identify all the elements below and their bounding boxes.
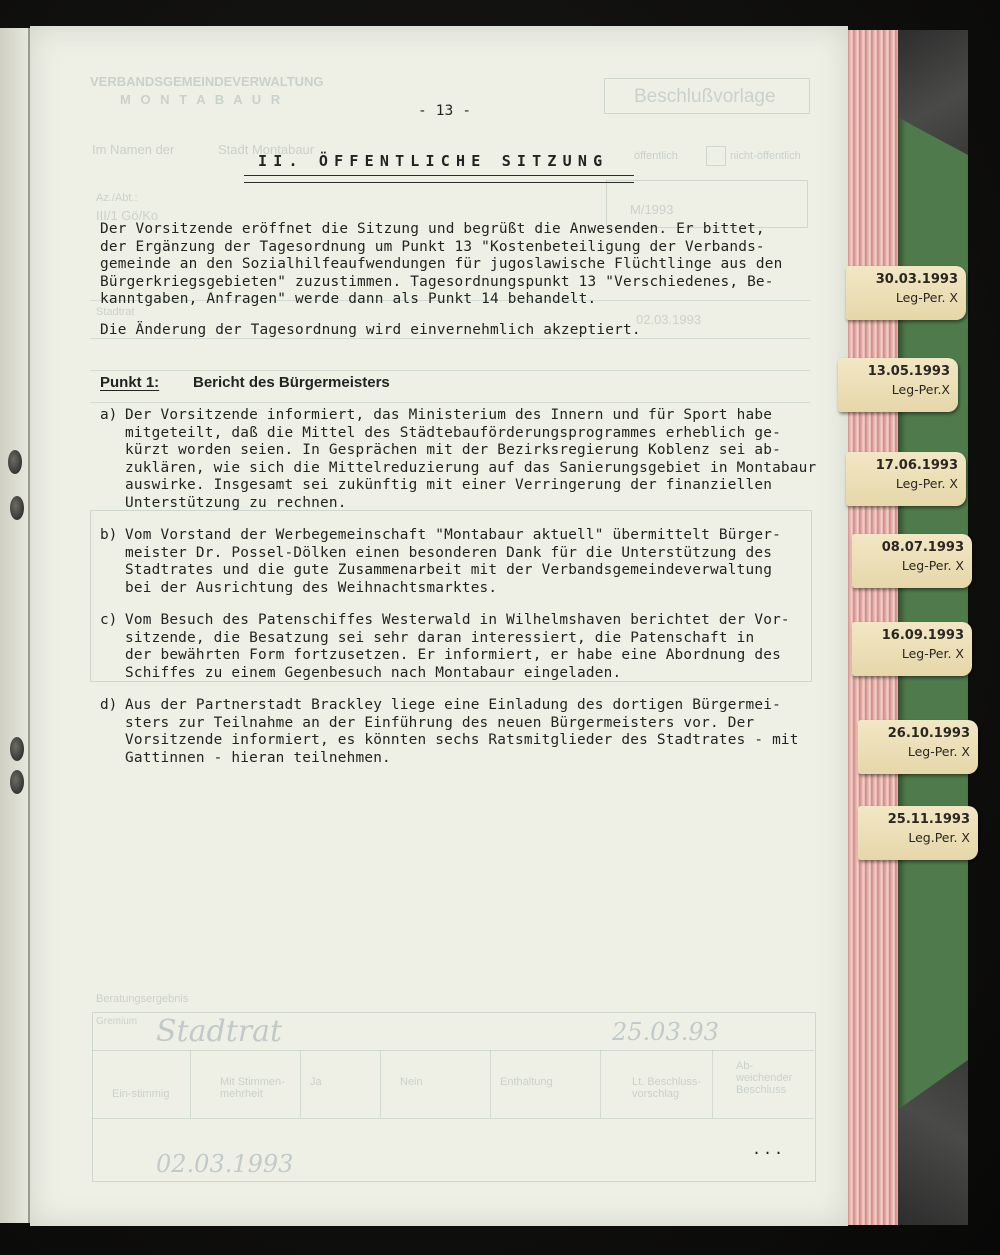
intro-line: gemeinde an den Sozialhilfeaufwendungen für jugoslawische Flüchtlinge aus den bbox=[100, 256, 783, 272]
showthrough-ja: Ja bbox=[310, 1076, 322, 1088]
tab-leg-per: Leg-Per. X bbox=[907, 744, 970, 759]
showthrough-col bbox=[190, 1050, 191, 1118]
intro-line: Bürgerkriegsgebieten" zuzustimmen. Tagesordnungspunkt 13 "Verschiedenes, Be- bbox=[100, 273, 774, 290]
item-c-line: sitzende, die Besatzung sei sehr daran interessiert, die Patenschaft in bbox=[125, 629, 755, 646]
item-d-line: Vorsitzende informiert, es könnten sechs Ratsmitglieder des Stadtrates - mit bbox=[125, 732, 799, 748]
tab-date: 26.10.1993 bbox=[887, 726, 970, 741]
agenda-item-title: Bericht des Bürgermeisters bbox=[193, 374, 390, 391]
showthrough-oeffentlich: öffentlich bbox=[634, 150, 678, 162]
index-tab-4[interactable] bbox=[852, 534, 972, 588]
item-a-line: kürzt worden seien. In Gesprächen mit der Bezirksregierung Koblenz sei ab- bbox=[125, 442, 781, 458]
item-c-line: Vom Besuch des Patenschiffes Westerwald in Wilhelmshaven berichtet der Vor- bbox=[125, 612, 790, 628]
item-letter-c: c) bbox=[100, 612, 118, 628]
intro-line: Der Vorsitzende eröffnet die Sitzung und begrüßt die Anwesenden. Er bittet, bbox=[100, 221, 765, 237]
intro-line: der Ergänzung der Tagesordnung um Punkt 13 "Kostenbeteiligung der Verbands- bbox=[100, 238, 765, 255]
agreement-line: Die Änderung der Tagesordnung wird einvernehmlich akzeptiert. bbox=[100, 322, 641, 338]
tab-date: 08.07.1993 bbox=[881, 540, 964, 555]
showthrough-lt-beschluss: Lt. Beschluss-vorschlag bbox=[632, 1076, 702, 1100]
tab-leg-per: Leg.Per. X bbox=[908, 830, 970, 845]
showthrough-col bbox=[380, 1050, 381, 1118]
showthrough-line-2: Stadt Montabaur bbox=[218, 142, 315, 157]
showthrough-handwriting-3: 02.03.1993 bbox=[156, 1150, 294, 1178]
index-tab-7[interactable] bbox=[858, 806, 978, 860]
binder-hole-icon bbox=[8, 450, 22, 474]
tab-leg-per: Leg-Per. X bbox=[895, 290, 958, 305]
showthrough-header-city: M O N T A B A U R bbox=[120, 92, 284, 107]
binder-hole-icon bbox=[10, 737, 24, 761]
item-d-line: Aus der Partnerstadt Brackley liege eine Einladung des dortigen Bürgermei- bbox=[125, 697, 781, 713]
showthrough-rule bbox=[92, 1050, 814, 1051]
item-letter-a: a) bbox=[100, 407, 118, 423]
showthrough-az: Az./Abt.: bbox=[96, 192, 138, 204]
left-page-edge bbox=[0, 28, 30, 1223]
showthrough-header: VERBANDSGEMEINDEVERWALTUNG bbox=[90, 74, 324, 89]
item-a-line: mitgeteilt, daß die Mittel des Städtebauförderungsprogrammes erheblich ge- bbox=[125, 424, 781, 441]
binder-hole-icon bbox=[10, 770, 24, 794]
item-letter-d: d) bbox=[100, 697, 118, 713]
showthrough-date: 02.03.1993 bbox=[636, 312, 702, 327]
agenda-item-label: Punkt 1: bbox=[100, 374, 160, 391]
item-d-line: sters zur Teilnahme an der Einführung des neuen Bürgermeisters vor. Der bbox=[125, 714, 755, 731]
showthrough-rule bbox=[90, 370, 810, 371]
item-b-line: meister Dr. Possel-Dölken einen besonderen Dank für die Unterstützung des bbox=[125, 544, 773, 561]
section-heading: II. ÖFFENTLICHE SITZUNG bbox=[258, 152, 609, 170]
index-tab-1[interactable] bbox=[846, 266, 966, 320]
item-a-line: Der Vorsitzende informiert, das Ministerium des Innern und für Sport habe bbox=[125, 407, 773, 423]
showthrough-col bbox=[600, 1050, 601, 1118]
showthrough-col bbox=[712, 1050, 713, 1118]
showthrough-vorlage-value: M/1993 bbox=[630, 202, 674, 217]
item-a-line: auswirke. Insgesamt sei zukünftig mit einer Verringerung der finanziellen bbox=[125, 477, 773, 493]
index-tab-6[interactable] bbox=[858, 720, 978, 774]
item-letter-b: b) bbox=[100, 527, 118, 543]
showthrough-rule bbox=[90, 402, 810, 403]
showthrough-rule bbox=[92, 1118, 814, 1119]
item-b-line: Vom Vorstand der Werbegemeinschaft "Montabaur aktuell" übermittelt Bürger- bbox=[125, 527, 781, 543]
index-tab-5[interactable] bbox=[852, 622, 972, 676]
showthrough-col bbox=[300, 1050, 301, 1118]
page-number: - 13 - bbox=[418, 103, 472, 119]
showthrough-nein: Nein bbox=[400, 1076, 423, 1088]
item-b-line: Stadtrates und die gute Zusammenarbeit mit der Verbandsgemeindeverwaltung bbox=[125, 562, 773, 578]
showthrough-az-value: III/1 Gö/Ko bbox=[96, 208, 159, 223]
tab-leg-per: Leg-Per.X bbox=[891, 382, 950, 397]
index-tab-2[interactable] bbox=[838, 358, 958, 412]
heading-double-rule bbox=[244, 175, 634, 183]
showthrough-handwriting-2: 25.03.93 bbox=[612, 1018, 719, 1046]
item-a-line: Unterstützung zu rechnen. bbox=[125, 494, 347, 511]
index-tab-3[interactable] bbox=[846, 452, 966, 506]
showthrough-form-title: Beschlußvorlage bbox=[634, 86, 776, 107]
item-d-line: Gattinnen - hieran teilnehmen. bbox=[125, 749, 391, 766]
showthrough-nicht-oeffentlich: nicht-öffentlich bbox=[730, 150, 801, 162]
continuation-mark: ... bbox=[752, 1140, 786, 1158]
tab-date: 13.05.1993 bbox=[867, 364, 950, 379]
tab-date: 30.03.1993 bbox=[875, 272, 958, 287]
item-b-line: bei der Ausrichtung des Weihnachtsmarktes. bbox=[125, 579, 498, 596]
showthrough-gremium: Gremium bbox=[96, 1016, 138, 1027]
tab-leg-per: Leg-Per. X bbox=[901, 646, 964, 661]
item-c-line: Schiffes zu einem Gegenbesuch nach Montabaur eingeladen. bbox=[125, 664, 622, 681]
showthrough-col bbox=[490, 1050, 491, 1118]
showthrough-checkbox bbox=[706, 146, 726, 166]
tab-leg-per: Leg-Per. X bbox=[901, 558, 964, 573]
showthrough-abweichend: Ab-weichender Beschluss bbox=[736, 1060, 793, 1096]
tab-date: 17.06.1993 bbox=[875, 458, 958, 473]
showthrough-stadtrat: Stadtrat bbox=[96, 306, 135, 318]
tab-date: 25.11.1993 bbox=[887, 812, 970, 827]
showthrough-handwriting-1: Stadtrat bbox=[156, 1014, 283, 1049]
tab-date: 16.09.1993 bbox=[881, 628, 964, 643]
item-c-line: der bewährten Form fortzusetzen. Er informiert, er habe eine Abordnung des bbox=[125, 647, 781, 663]
showthrough-beratung: Beratungsergebnis bbox=[96, 993, 189, 1005]
showthrough-einstimmig: Ein-stimmig bbox=[112, 1088, 170, 1100]
showthrough-line-1: Im Namen der bbox=[92, 142, 175, 157]
item-a-line: zuklären, wie sich die Mittelreduzierung auf das Sanierungsgebiet in Montabaur bbox=[125, 459, 817, 476]
tab-leg-per: Leg-Per. X bbox=[895, 476, 958, 491]
showthrough-mit-stimmen: Mit Stimmen-mehrheit bbox=[220, 1076, 285, 1100]
intro-line: kanntgaben, Anfragen" werde dann als Punkt 14 behandelt. bbox=[100, 291, 597, 307]
binder-hole-icon bbox=[10, 496, 24, 520]
showthrough-enthaltung: Enthaltung bbox=[500, 1076, 553, 1088]
